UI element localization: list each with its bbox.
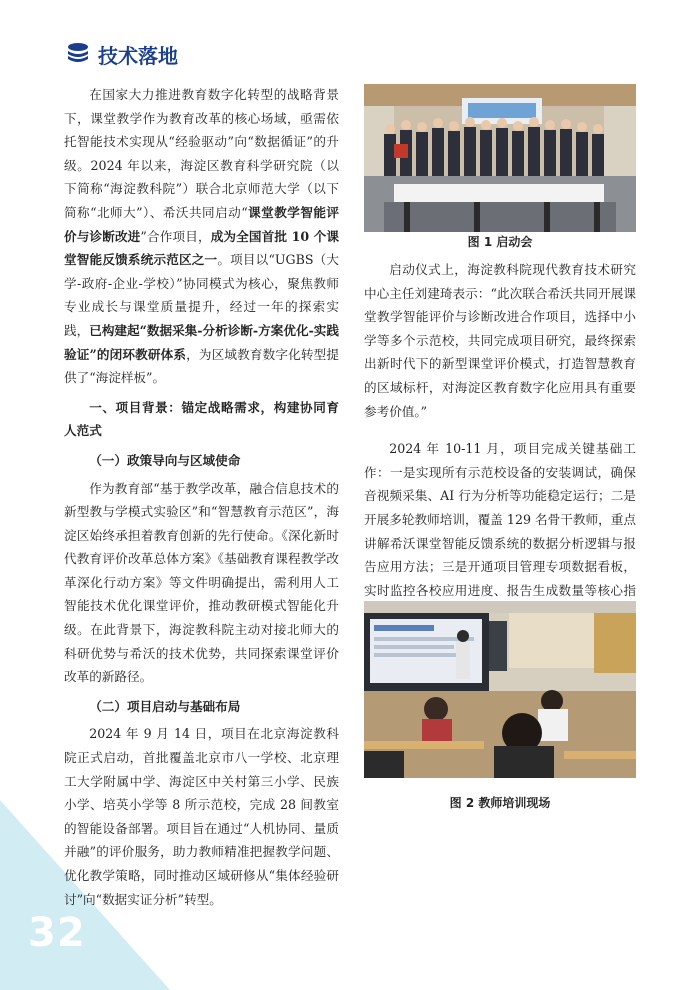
- text-run: 在国家大力推进教育数字化转型的战略背景下，课堂教学作为教育改革的核心场域，亟需依托智能技术实现从“经验驱动”向“数据循证”的升级。2024 年以来，海淀区教育科学研究院（以下简称“海淀教科院”）联合北京师范大学（以下简称“北师大”）、希沃共同启动“: [64, 87, 339, 220]
- figure-1-caption: 图 1 启动会: [467, 235, 533, 249]
- highlight-text: 已构建起“数据采集-分析诊断-方案优化-实践验证”的闭环教研体系: [64, 322, 340, 362]
- text-run: ，为区域教育数字化转型提供了“海淀样板”。: [64, 346, 339, 386]
- work-paragraph: 2024 年 10-11 月，项目完成关键基础工作：一是实现所有示范校设备的安装调试，确保音视频采集、AI 行为分析等功能稳定运行；二是开展多轮教师培训，覆盖 129 名骨干教师，重点讲解希沃课堂智能反馈系统的数据分析逻辑与报告应用方法；三是开通项目管理专项数据看板，实时监控各校应用进度、报告生成数量等核心指: [364, 441, 636, 598]
- text-run: 。项目以“UGBS（大学-政府-企业-学校）”协同模式为核心，聚焦教师专业成长与课堂质量提升，经过一年的探索实践，: [64, 252, 340, 338]
- policy-paragraph: 作为教育部“基于教学改革，融合信息技术的新型教与学模式实验区”和“智慧教育示范区”，海淀区始终承担着教育创新的先行使命。《深化新时代教育评价改革总体方案》《基础教育课程教学改革深化行动方案》等文件明确提出，需利用人工智能技术优化课堂评价，推动教研模式智能化升级。在此背景下，海淀教科院主动对接北师大的科研优势与希沃的技术优势，共同探索课堂评价改革的新路径。: [64, 480, 339, 685]
- launch-paragraph: 2024 年 9 月 14 日，项目在北京海淀教科院正式启动，首批覆盖北京市八一学校、北京理工大学附属中学、海淀区中关村第三小学、民族小学、培英小学等 8 所示范校，完成 28 间教室的智能设备部署。项目旨在通过“人机协同、量质并融”的评价服务，助力教师精准把握教学问题、优化教学策略，同时推动区域研修从“集体经验研讨”向“数据实证分析”转型。: [64, 726, 339, 907]
- text-run: ”合作项目，: [140, 228, 211, 244]
- heading-policy: （一）政策导向与区域使命: [89, 452, 241, 468]
- launch-ceremony-photo: [364, 84, 636, 232]
- heading-background: 一、项目背景：锚定战略需求，构建协同育人范式: [64, 399, 339, 439]
- page-number: 32: [28, 910, 86, 956]
- intro-paragraph: [64, 83, 339, 390]
- project-name: 课堂教学智能评价与诊断改进: [64, 204, 340, 244]
- ceremony-paragraph: 启动仪式上，海淀教科院现代教育技术研究中心主任刘建琦表示：“此次联合希沃共同开展课堂教学智能评价与诊断改进合作项目，选择中小学等多个示范校，共同完成项目研究，最终探索出新时代下的新型课堂评价模式，打造智慧教育的区域标杆，对海淀区教育数字化应用具有重要参考价值。”: [364, 262, 636, 419]
- section-title: 技术落地: [98, 44, 178, 68]
- section-header: [66, 40, 178, 69]
- right-column: [364, 258, 636, 626]
- figure-2-caption: 图 2 教师培训现场: [449, 796, 551, 810]
- heading-launch: （二）项目启动与基础布局: [89, 698, 241, 714]
- highlight-text: 成为全国首批 10 个课堂智能反馈系统示范区之一: [64, 228, 340, 268]
- left-column: [64, 83, 339, 911]
- stack-layers-icon: [66, 42, 90, 68]
- teacher-training-photo: [364, 601, 636, 778]
